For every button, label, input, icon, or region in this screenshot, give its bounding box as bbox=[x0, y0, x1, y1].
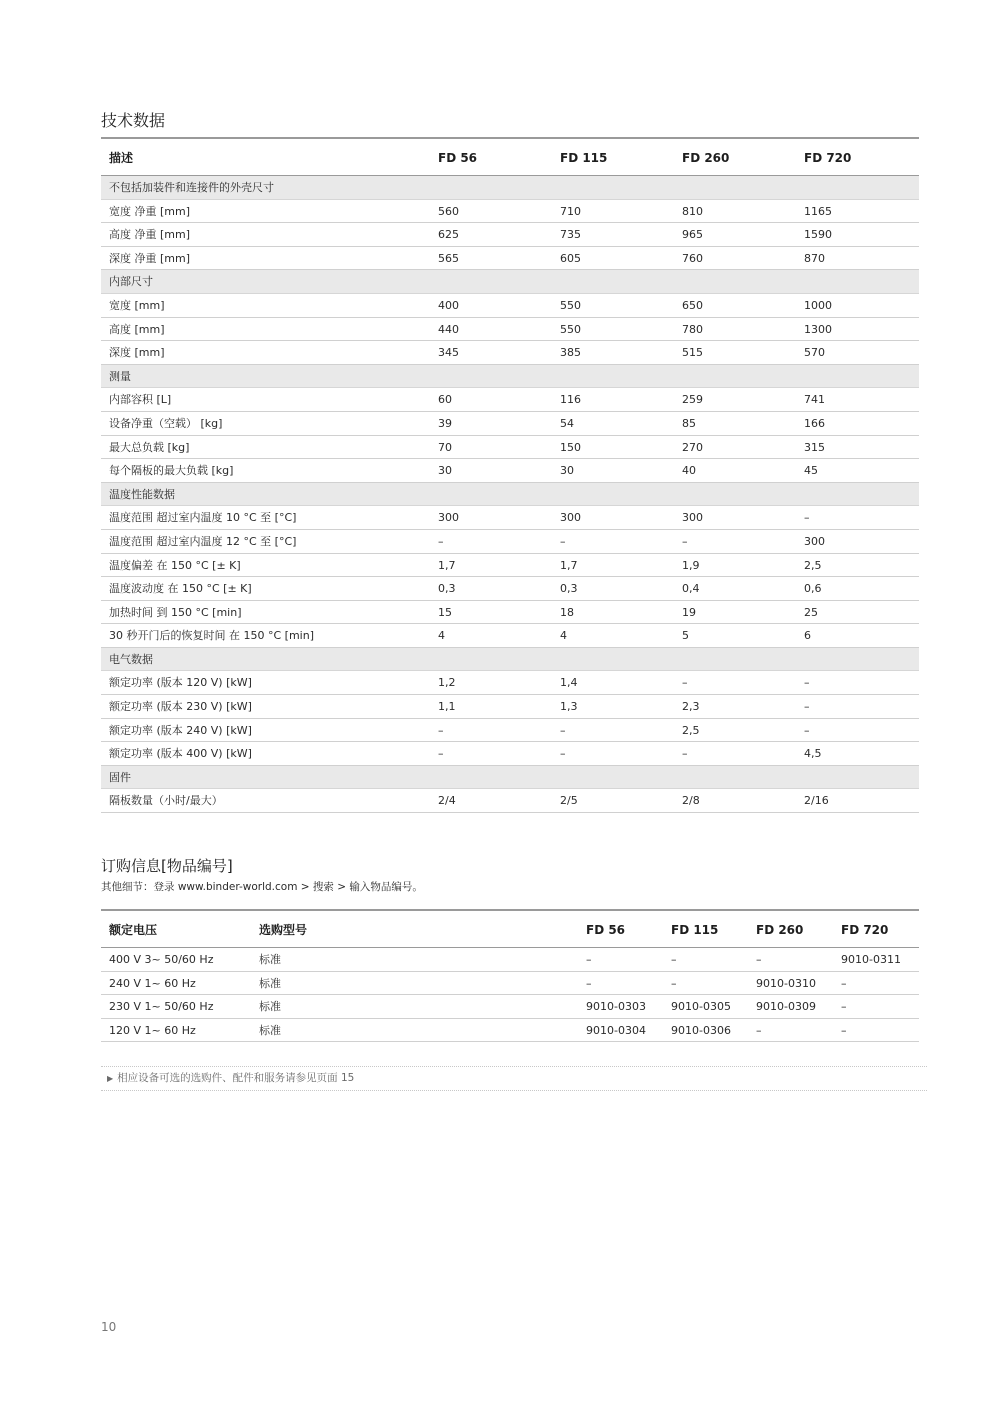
spec-value-cell: 0,4 bbox=[682, 582, 700, 596]
spec-section-row bbox=[101, 365, 919, 389]
spec-value-cell: 2/16 bbox=[804, 794, 829, 808]
spec-label-cell: 额定功率 (版本 120 V) [kW] bbox=[109, 676, 252, 690]
spec-value-cell: 515 bbox=[682, 346, 703, 360]
spec-value-cell: 116 bbox=[560, 393, 581, 407]
spec-label-cell: 不包括加装件和连接件的外壳尺寸 bbox=[109, 181, 274, 194]
spec-header-cell: FD 720 bbox=[804, 151, 852, 165]
spec-label-cell: 高度 [mm] bbox=[109, 322, 165, 336]
spec-value-cell: 45 bbox=[804, 464, 818, 478]
order-cell: 230 V 1~ 50/60 Hz bbox=[109, 1000, 214, 1014]
order-cell: – bbox=[586, 953, 592, 966]
spec-value-cell: – bbox=[438, 723, 444, 737]
spec-value-cell: 1300 bbox=[804, 322, 832, 336]
spec-value-cell: 735 bbox=[560, 228, 581, 242]
spec-label-cell: 额定功率 (版本 240 V) [kW] bbox=[109, 723, 252, 737]
spec-data-row bbox=[101, 742, 919, 766]
spec-value-cell: 30 bbox=[438, 464, 452, 478]
order-data-row bbox=[101, 995, 919, 1019]
spec-value-cell: 965 bbox=[682, 228, 703, 242]
spec-value-cell: 259 bbox=[682, 393, 703, 407]
spec-value-cell: – bbox=[682, 676, 688, 690]
spec-label-cell: 最大总负载 [kg] bbox=[109, 440, 190, 454]
order-header-cell: 额定电压 bbox=[109, 923, 158, 937]
spec-label-cell: 每个隔板的最大负载 [kg] bbox=[109, 464, 234, 478]
order-cell: – bbox=[756, 953, 762, 966]
footnote bbox=[101, 1066, 927, 1091]
order-header-cell: 选购型号 bbox=[259, 923, 308, 937]
order-data-row bbox=[101, 972, 919, 996]
spec-value-cell: 1,7 bbox=[560, 558, 578, 572]
spec-value-cell: 560 bbox=[438, 204, 459, 218]
spec-value-cell: 15 bbox=[438, 605, 452, 619]
order-cell: 标准 bbox=[259, 953, 281, 966]
spec-data-row bbox=[101, 719, 919, 743]
spec-data-row bbox=[101, 671, 919, 695]
spec-value-cell: 2,3 bbox=[682, 700, 700, 714]
spec-value-cell: 40 bbox=[682, 464, 696, 478]
spec-value-cell: 440 bbox=[438, 322, 459, 336]
order-cell: 标准 bbox=[259, 1000, 281, 1014]
footnote-text: 相应设备可选的选购件、配件和服务请参见页面 15 bbox=[117, 1072, 355, 1084]
spec-data-row bbox=[101, 459, 919, 483]
spec-value-cell: 166 bbox=[804, 416, 825, 430]
spec-value-cell: – bbox=[804, 723, 810, 737]
spec-value-cell: 39 bbox=[438, 416, 452, 430]
order-cell: 9010-0311 bbox=[841, 953, 901, 966]
spec-section-row bbox=[101, 270, 919, 294]
spec-data-row bbox=[101, 388, 919, 412]
order-header-cell: FD 260 bbox=[756, 923, 804, 937]
spec-label-cell: 高度 净重 [mm] bbox=[109, 228, 191, 242]
spec-value-cell: 385 bbox=[560, 346, 581, 360]
spec-label-cell: 内部尺寸 bbox=[109, 275, 153, 289]
spec-value-cell: 4,5 bbox=[804, 747, 822, 761]
spec-value-cell: 1000 bbox=[804, 298, 832, 312]
spec-data-row bbox=[101, 200, 919, 224]
spec-label-cell: 温度范围 超过室内温度 10 °C 至 [°C] bbox=[109, 511, 297, 525]
spec-label-cell: 加热时间 到 150 °C [min] bbox=[109, 605, 242, 619]
spec-value-cell: 2/4 bbox=[438, 794, 456, 808]
spec-value-cell: 85 bbox=[682, 416, 696, 430]
spec-value-cell: 741 bbox=[804, 393, 825, 407]
spec-value-cell: 550 bbox=[560, 322, 581, 336]
spec-value-cell: 5 bbox=[682, 629, 689, 643]
spec-value-cell: – bbox=[560, 534, 566, 548]
spec-section-row bbox=[101, 483, 919, 507]
spec-data-row bbox=[101, 577, 919, 601]
spec-data-row bbox=[101, 436, 919, 460]
spec-label-cell: 深度 [mm] bbox=[109, 346, 165, 360]
spec-data-row bbox=[101, 223, 919, 247]
spec-value-cell: 300 bbox=[804, 534, 825, 548]
spec-label-cell: 温度波动度 在 150 °C [± K] bbox=[109, 582, 252, 596]
spec-value-cell: – bbox=[560, 747, 566, 761]
order-cell: 9010-0303 bbox=[586, 1000, 646, 1014]
spec-value-cell: 1,7 bbox=[438, 558, 456, 572]
spec-value-cell: 810 bbox=[682, 204, 703, 218]
spec-value-cell: – bbox=[804, 700, 810, 714]
spec-data-row bbox=[101, 247, 919, 271]
spec-value-cell: 0,6 bbox=[804, 582, 822, 596]
spec-value-cell: 6 bbox=[804, 629, 811, 643]
spec-data-row bbox=[101, 601, 919, 625]
order-cell: 9010-0305 bbox=[671, 1000, 731, 1014]
spec-value-cell: 1,9 bbox=[682, 558, 700, 572]
order-cell: 120 V 1~ 60 Hz bbox=[109, 1023, 196, 1037]
spec-value-cell: 1590 bbox=[804, 228, 832, 242]
spec-label-cell: 内部容积 [L] bbox=[109, 393, 172, 407]
order-table bbox=[101, 909, 919, 1042]
spec-table bbox=[101, 137, 919, 813]
spec-header-cell: 描述 bbox=[109, 151, 134, 165]
spec-label-cell: 固件 bbox=[109, 770, 131, 784]
spec-data-row bbox=[101, 341, 919, 365]
spec-value-cell: 760 bbox=[682, 251, 703, 265]
spec-value-cell: 1,3 bbox=[560, 700, 578, 714]
spec-data-row bbox=[101, 294, 919, 318]
order-cell: 9010-0310 bbox=[756, 976, 816, 990]
spec-value-cell: – bbox=[682, 534, 688, 548]
spec-value-cell: 54 bbox=[560, 416, 574, 430]
spec-data-row bbox=[101, 789, 919, 813]
spec-data-row bbox=[101, 506, 919, 530]
spec-value-cell: 605 bbox=[560, 251, 581, 265]
spec-label-cell: 测量 bbox=[109, 369, 131, 383]
spec-value-cell: 70 bbox=[438, 440, 452, 454]
spec-value-cell: 2,5 bbox=[804, 558, 822, 572]
spec-value-cell: 4 bbox=[438, 629, 445, 643]
spec-value-cell: 1,2 bbox=[438, 676, 456, 690]
spec-value-cell: 1,1 bbox=[438, 700, 456, 714]
spec-value-cell: 1165 bbox=[804, 204, 832, 218]
spec-value-cell: – bbox=[560, 723, 566, 737]
spec-value-cell: 565 bbox=[438, 251, 459, 265]
spec-value-cell: 18 bbox=[560, 605, 574, 619]
spec-label-cell: 温度范围 超过室内温度 12 °C 至 [°C] bbox=[109, 534, 297, 548]
spec-data-row bbox=[101, 412, 919, 436]
order-cell: – bbox=[586, 976, 592, 990]
spec-data-row bbox=[101, 530, 919, 554]
order-header-cell: FD 115 bbox=[671, 923, 719, 937]
spec-value-cell: – bbox=[682, 747, 688, 761]
spec-value-cell: 300 bbox=[438, 511, 459, 525]
order-cell: 400 V 3~ 50/60 Hz bbox=[109, 953, 214, 966]
spec-value-cell: 315 bbox=[804, 440, 825, 454]
spec-value-cell: 1,4 bbox=[560, 676, 578, 690]
spec-header-row bbox=[101, 139, 919, 176]
order-cell: 标准 bbox=[259, 976, 281, 990]
page-number: 10 bbox=[101, 1320, 117, 1334]
spec-value-cell: 300 bbox=[560, 511, 581, 525]
spec-value-cell: – bbox=[804, 511, 810, 525]
page-title: 技术数据 bbox=[101, 111, 166, 130]
spec-value-cell: 650 bbox=[682, 298, 703, 312]
spec-header-cell: FD 56 bbox=[438, 151, 478, 165]
spec-label-cell: 额定功率 (版本 400 V) [kW] bbox=[109, 747, 252, 761]
order-data-row bbox=[101, 948, 919, 972]
spec-value-cell: 25 bbox=[804, 605, 818, 619]
spec-value-cell: 4 bbox=[560, 629, 567, 643]
order-cell: – bbox=[671, 976, 677, 990]
spec-value-cell: 400 bbox=[438, 298, 459, 312]
spec-value-cell: 2,5 bbox=[682, 723, 700, 737]
spec-value-cell: 30 bbox=[560, 464, 574, 478]
spec-value-cell: 345 bbox=[438, 346, 459, 360]
order-cell: 240 V 1~ 60 Hz bbox=[109, 976, 196, 990]
order-header-cell: FD 56 bbox=[586, 923, 626, 937]
spec-value-cell: 0,3 bbox=[438, 582, 456, 596]
order-header-cell: FD 720 bbox=[841, 923, 889, 937]
spec-label-cell: 宽度 [mm] bbox=[109, 298, 165, 312]
spec-data-row bbox=[101, 624, 919, 648]
order-note: 其他细节：登录 www.binder-world.com > 搜索 > 输入物品编号。 bbox=[101, 881, 423, 893]
order-cell: – bbox=[841, 976, 847, 990]
spec-label-cell: 额定功率 (版本 230 V) [kW] bbox=[109, 700, 252, 714]
spec-label-cell: 宽度 净重 [mm] bbox=[109, 204, 191, 218]
spec-value-cell: – bbox=[804, 676, 810, 690]
spec-value-cell: 625 bbox=[438, 228, 459, 242]
spec-data-row bbox=[101, 554, 919, 578]
spec-section-row bbox=[101, 766, 919, 790]
spec-data-row bbox=[101, 318, 919, 342]
order-cell: – bbox=[756, 1023, 762, 1037]
order-cell: 9010-0304 bbox=[586, 1023, 646, 1037]
triangle-right-icon: ▶ bbox=[107, 1074, 114, 1083]
spec-value-cell: 60 bbox=[438, 393, 452, 407]
spec-value-cell: 710 bbox=[560, 204, 581, 218]
order-cell: – bbox=[841, 1000, 847, 1014]
spec-value-cell: 2/5 bbox=[560, 794, 578, 808]
spec-value-cell: 0,3 bbox=[560, 582, 578, 596]
spec-label-cell: 深度 净重 [mm] bbox=[109, 251, 191, 265]
spec-header-cell: FD 115 bbox=[560, 151, 608, 165]
spec-value-cell: – bbox=[438, 534, 444, 548]
spec-value-cell: 150 bbox=[560, 440, 581, 454]
order-cell: 9010-0306 bbox=[671, 1023, 731, 1037]
spec-label-cell: 隔板数量（小时/最大） bbox=[109, 794, 223, 808]
order-title: 订购信息[物品编号] bbox=[101, 857, 233, 875]
spec-header-cell: FD 260 bbox=[682, 151, 730, 165]
order-data-row bbox=[101, 1019, 919, 1043]
spec-value-cell: 870 bbox=[804, 251, 825, 265]
spec-value-cell: – bbox=[438, 747, 444, 761]
order-cell: – bbox=[841, 1023, 847, 1037]
spec-value-cell: 19 bbox=[682, 605, 696, 619]
spec-label-cell: 温度性能数据 bbox=[109, 487, 175, 501]
spec-value-cell: 550 bbox=[560, 298, 581, 312]
spec-section-row bbox=[101, 648, 919, 672]
order-header-row bbox=[101, 911, 919, 948]
spec-value-cell: 300 bbox=[682, 511, 703, 525]
spec-value-cell: 2/8 bbox=[682, 794, 700, 808]
spec-label-cell: 电气数据 bbox=[109, 652, 153, 666]
spec-value-cell: 570 bbox=[804, 346, 825, 360]
spec-label-cell: 30 秒开门后的恢复时间 在 150 °C [min] bbox=[109, 629, 314, 643]
order-cell: 9010-0309 bbox=[756, 1000, 816, 1014]
spec-value-cell: 780 bbox=[682, 322, 703, 336]
order-cell: – bbox=[671, 953, 677, 966]
spec-section-row bbox=[101, 176, 919, 200]
spec-label-cell: 设备净重（空载） [kg] bbox=[109, 416, 223, 430]
spec-data-row bbox=[101, 695, 919, 719]
order-cell: 标准 bbox=[259, 1023, 281, 1037]
spec-label-cell: 温度偏差 在 150 °C [± K] bbox=[109, 558, 241, 572]
spec-value-cell: 270 bbox=[682, 440, 703, 454]
